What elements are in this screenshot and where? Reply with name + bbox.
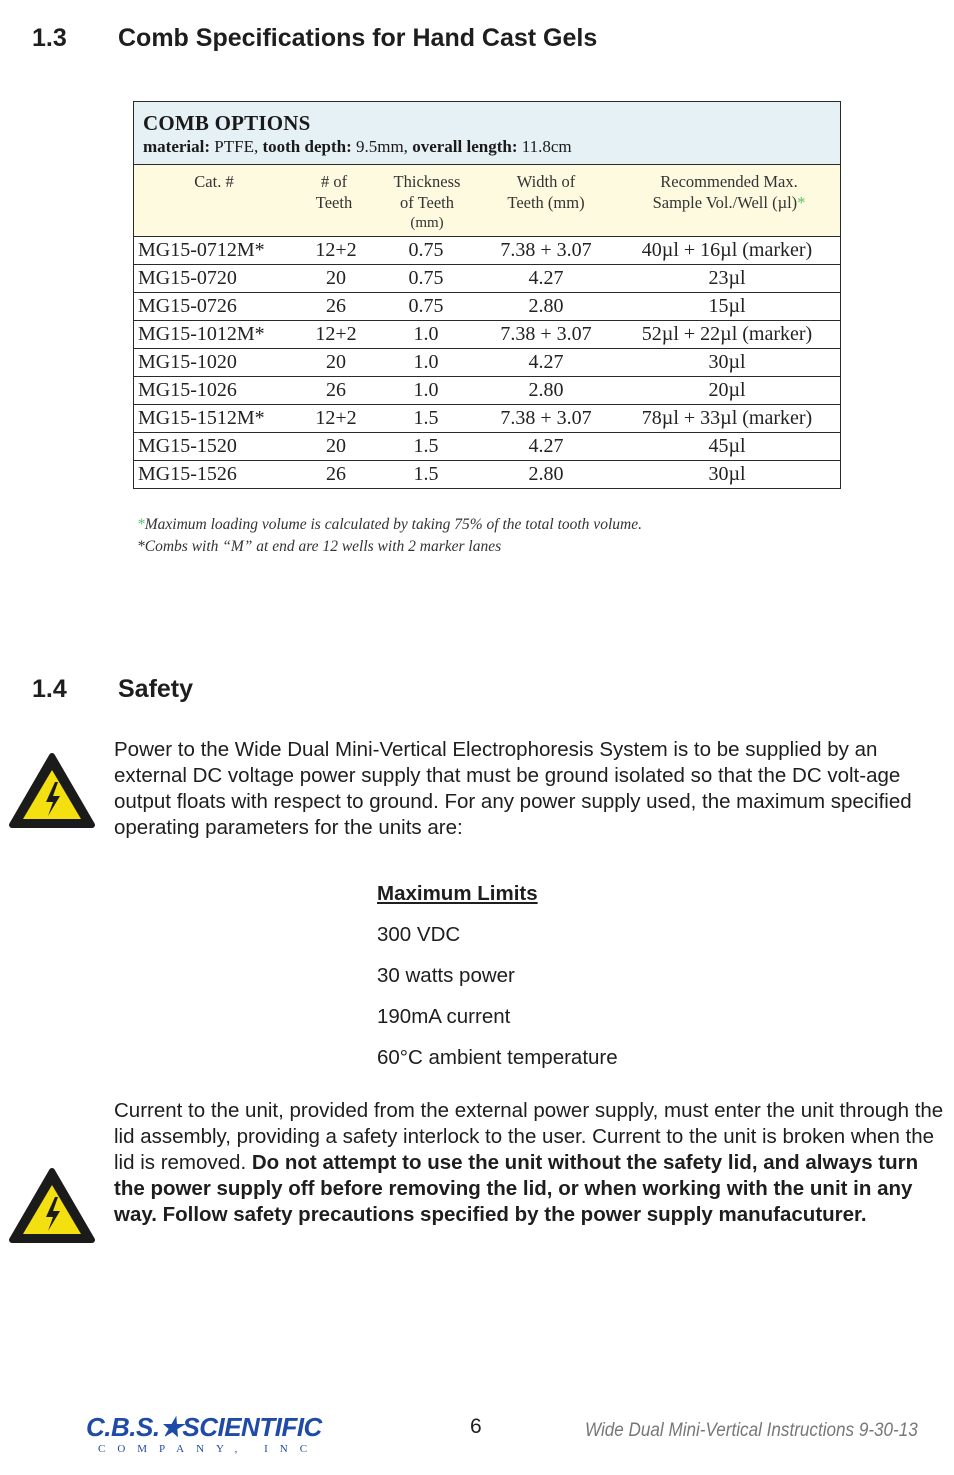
section-number: 1.3 bbox=[32, 24, 67, 52]
cell-width: 2.80 bbox=[528, 463, 564, 485]
cell-width: 7.38 + 3.07 bbox=[500, 323, 592, 345]
section-heading-1-3 bbox=[32, 24, 732, 56]
table-row bbox=[134, 433, 840, 461]
cell-vol: 45µl bbox=[708, 435, 746, 457]
table-row bbox=[134, 293, 840, 321]
cell-thick: 1.0 bbox=[413, 351, 439, 373]
col-width: Width of Teeth (mm) bbox=[507, 172, 585, 212]
section-title: Safety bbox=[118, 675, 194, 703]
limit-power: 30 watts power bbox=[377, 964, 515, 987]
company-logo bbox=[86, 1412, 322, 1455]
cell-width: 4.27 bbox=[528, 351, 564, 373]
cell-cat: MG15-0712M* bbox=[138, 239, 265, 261]
col-volume: Recommended Max. Sample Vol./Well (µl)* bbox=[652, 172, 806, 212]
table-row bbox=[134, 349, 840, 377]
cell-teeth: 26 bbox=[326, 463, 346, 485]
cell-width: 7.38 + 3.07 bbox=[500, 239, 592, 261]
high-voltage-warning-icon bbox=[8, 1167, 96, 1245]
table-row bbox=[134, 265, 840, 293]
cell-teeth: 26 bbox=[326, 295, 346, 317]
section-heading-1-4 bbox=[32, 675, 332, 707]
limits-title: Maximum Limits bbox=[377, 882, 538, 905]
cell-width: 4.27 bbox=[528, 267, 564, 289]
cell-teeth: 12+2 bbox=[315, 323, 357, 345]
cell-vol: 52µl + 22µl (marker) bbox=[641, 323, 813, 345]
cell-vol: 30µl bbox=[708, 351, 746, 373]
cell-teeth: 20 bbox=[326, 351, 346, 373]
cell-cat: MG15-1026 bbox=[138, 379, 237, 401]
length-label: overall length: bbox=[412, 137, 518, 156]
table-body bbox=[134, 237, 840, 488]
col-thickness: Thickness of Teeth (mm) bbox=[393, 172, 461, 231]
cell-cat: MG15-0726 bbox=[138, 295, 237, 317]
cell-thick: 0.75 bbox=[408, 267, 444, 289]
cell-teeth: 20 bbox=[326, 267, 346, 289]
cell-width: 2.80 bbox=[528, 295, 564, 317]
cell-cat: MG15-0720 bbox=[138, 267, 237, 289]
depth-value: 9.5mm, bbox=[355, 137, 408, 156]
table-specs bbox=[143, 137, 572, 157]
safety-warning-bold: Do not attempt to use the unit without the safety lid, and always turn the power supply off before removing the lid, or when working with the unit in any way. Follow safety precautions specified by the power supply manufacuturer. bbox=[114, 1151, 919, 1226]
cell-thick: 1.0 bbox=[413, 323, 439, 345]
maximum-limits bbox=[377, 882, 618, 1087]
depth-label: tooth depth: bbox=[262, 137, 352, 156]
cell-width: 2.80 bbox=[528, 379, 564, 401]
cell-vol: 23µl bbox=[708, 267, 746, 289]
logo-wordmark: C.B.S.★SCIENTIFIC bbox=[86, 1412, 322, 1442]
limit-voltage: 300 VDC bbox=[377, 923, 461, 946]
section-title: Comb Specifications for Hand Cast Gels bbox=[118, 24, 598, 52]
table-header bbox=[134, 102, 840, 165]
safety-paragraph-1: Power to the Wide Dual Mini-Vertical Electrophoresis System is to be supplied by an external DC voltage power supply that must be ground isolated so that the DC volt-age output floats with respect to ground. For any power supply used, the maximum specified operating parameters for the units are: bbox=[114, 738, 912, 839]
cell-cat: MG15-1526 bbox=[138, 463, 237, 485]
limit-current: 190mA current bbox=[377, 1005, 511, 1028]
table-row bbox=[134, 461, 840, 488]
cell-thick: 1.5 bbox=[413, 435, 439, 457]
column-headers bbox=[134, 165, 840, 237]
table-title: COMB OPTIONS bbox=[143, 111, 311, 135]
cell-thick: 1.0 bbox=[413, 379, 439, 401]
logo-subtitle: COMPANY, INC bbox=[98, 1443, 320, 1455]
table-row bbox=[134, 377, 840, 405]
cell-vol: 20µl bbox=[708, 379, 746, 401]
document-title: Wide Dual Mini-Vertical Instructions 9-30-13 bbox=[585, 1420, 918, 1441]
safety-paragraph-2: Current to the unit, provided from the external power supply, must enter the unit through the lid assembly, providing a safety interlock to the user. Current to the unit is broken when the lid is removed. Do not attempt to use the unit without the safety lid, and always turn the power supply off before removing the lid, or when working with the unit in any way. Follow safety precautions specified by the power supply manufacuturer. bbox=[114, 1099, 944, 1226]
cell-teeth: 20 bbox=[326, 435, 346, 457]
col-cat: Cat. # bbox=[194, 172, 234, 191]
comb-options-table bbox=[133, 101, 841, 489]
limit-temperature: 60°C ambient temperature bbox=[377, 1046, 618, 1069]
cell-thick: 1.5 bbox=[413, 463, 439, 485]
table-row bbox=[134, 405, 840, 433]
cell-vol: 40µl + 16µl (marker) bbox=[641, 239, 813, 261]
cell-teeth: 12+2 bbox=[315, 407, 357, 429]
cell-vol: 30µl bbox=[708, 463, 746, 485]
cell-cat: MG15-1020 bbox=[138, 351, 237, 373]
cell-thick: 1.5 bbox=[413, 407, 439, 429]
material-value: PTFE, bbox=[214, 137, 259, 156]
cell-vol: 78µl + 33µl (marker) bbox=[641, 407, 813, 429]
cell-vol: 15µl bbox=[708, 295, 746, 317]
high-voltage-warning-icon bbox=[8, 752, 96, 830]
cell-thick: 0.75 bbox=[408, 295, 444, 317]
table-row bbox=[134, 321, 840, 349]
cell-thick: 0.75 bbox=[408, 239, 444, 261]
section-number: 1.4 bbox=[32, 675, 67, 703]
material-label: material: bbox=[143, 137, 211, 156]
cell-width: 4.27 bbox=[528, 435, 564, 457]
cell-teeth: 12+2 bbox=[315, 239, 357, 261]
table-row bbox=[134, 237, 840, 265]
cell-cat: MG15-1012M* bbox=[138, 323, 265, 345]
page-number: 6 bbox=[470, 1415, 482, 1438]
length-value: 11.8cm bbox=[521, 137, 572, 156]
cell-teeth: 26 bbox=[326, 379, 346, 401]
col-teeth: # of Teeth bbox=[315, 172, 353, 212]
footnote-marker-combs: *Combs with “M” at end are 12 wells with 2 marker lanes bbox=[137, 538, 502, 555]
footnote-loading-volume: *Maximum loading volume is calculated by taking 75% of the total tooth volume. bbox=[137, 516, 642, 533]
cell-cat: MG15-1520 bbox=[138, 435, 237, 457]
cell-width: 7.38 + 3.07 bbox=[500, 407, 592, 429]
cell-cat: MG15-1512M* bbox=[138, 407, 265, 429]
